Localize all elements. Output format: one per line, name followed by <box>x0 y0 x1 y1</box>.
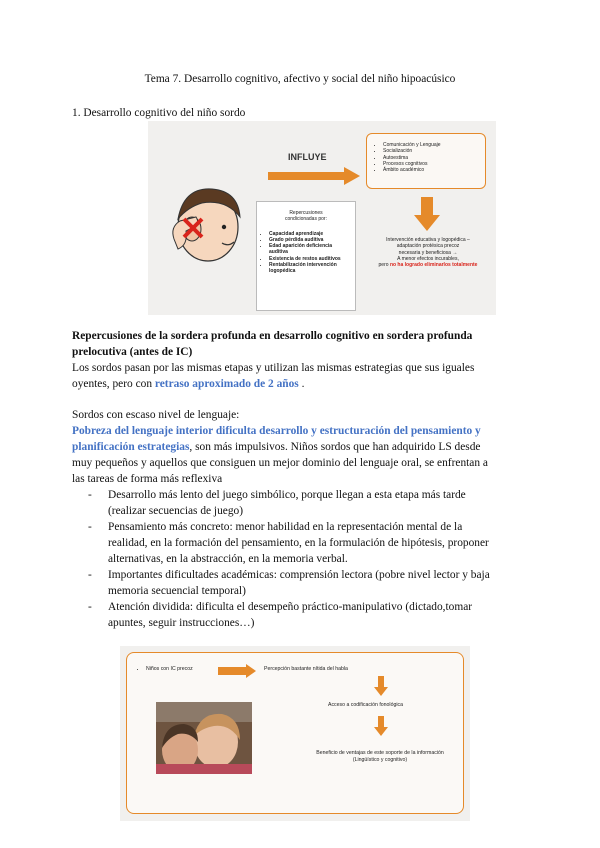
list-item-line: Importantes dificultades académicas: comprensión lectora (pobre nivel lector y baja <box>108 569 490 581</box>
list-item <box>88 519 490 567</box>
result-prefix: pero <box>378 262 389 269</box>
flow-step-2: Acceso a codificación fonológica <box>328 702 403 708</box>
effects-item: • Autoestima <box>383 155 485 161</box>
dash-marker: - <box>88 521 92 533</box>
bullet-list <box>88 487 490 631</box>
down-arrow-icon <box>374 676 388 696</box>
highlight-blue: retraso aproximado de 2 años <box>154 378 299 390</box>
text-span: oyentes, pero con <box>72 378 155 390</box>
down-arrow-icon <box>414 197 440 231</box>
result-line: necesaria y beneficiosa → <box>398 249 458 256</box>
list-item-line: Atención dividida: dificulta el desempeño práctico-manipulativo (dictado,tomar <box>108 601 473 613</box>
right-arrow-icon <box>218 664 256 678</box>
children-photo <box>156 702 252 774</box>
effects-box <box>366 133 486 189</box>
dash-marker: - <box>88 601 92 613</box>
list-item <box>88 487 490 519</box>
figure-hearing-loss-diagram <box>148 121 496 315</box>
flow-step-3-line: Beneficio de ventajas de este soporte de la información <box>316 750 444 756</box>
section-bold-heading: Repercusiones de la sordera profunda en desarrollo cognitivo en sordera profunda prelocutiva (antes de IC) <box>72 330 473 358</box>
paragraph-line: muy pequeños y aquellos que consiguen un mejor dominio del lenguaje oral, se enfrentan a <box>72 457 488 469</box>
dash-marker: - <box>88 489 92 501</box>
effects-item: • Procesos cognitivos <box>383 161 485 167</box>
paragraph-line <box>72 376 304 392</box>
list-item-line: Pensamiento más concreto: menor habilidad en la representación mental de la <box>108 521 463 533</box>
flow-start-item: • Niños con IC precoz <box>146 666 193 673</box>
result-highlight: no ha logrado eliminarlos totalmente <box>389 262 478 269</box>
result-line: Intervención educativa y logopédica – <box>386 237 470 243</box>
document-title: Tema 7. Desarrollo cognitivo, afectivo y social del niño hipoacúsico <box>144 73 456 85</box>
highlight-blue: Pobreza del lenguaje interior dificulta desarrollo y estructuración del pensamiento y <box>72 425 481 437</box>
factor-item: • Capacidad aprendizaje <box>269 231 351 237</box>
flow-step-1: Percepción bastante nítida del habla <box>264 666 348 672</box>
paragraph-line <box>72 439 480 455</box>
list-item-line: memoria secuencial temporal) <box>108 585 246 597</box>
text-span: . <box>298 378 305 390</box>
paragraph-line: Sordos con escaso nivel de lenguaje: <box>72 409 240 421</box>
down-arrow-icon <box>374 716 388 736</box>
repercusiones-box <box>256 201 356 311</box>
figure-cochlear-implant-diagram <box>120 646 470 821</box>
effects-item: • Ámbito académico <box>383 167 485 173</box>
paragraph-line: las tareas de forma más reflexiva <box>72 473 223 485</box>
text-span: , son más impulsivos. Niños sordos que han adquirido LS desde <box>189 441 481 453</box>
highlight-blue: planificación estrategias <box>72 441 190 453</box>
section-heading: 1. Desarrollo cognitivo del niño sordo <box>72 107 246 119</box>
flow-step-3-line: (Lingüístico y cognitivo) <box>352 756 408 763</box>
factor-item: • Edad aparición deficiencia auditiva <box>269 243 351 256</box>
list-item-line: realidad, en la formación del pensamiento, en la formulación de hipótesis, proponer <box>108 537 489 549</box>
list-item-line: Desarrollo más lento del juego simbólico, porque llegan a esta etapa más tarde <box>108 489 466 501</box>
factor-item: • Existencia de restos auditivos <box>269 256 351 262</box>
intervention-result <box>368 237 488 268</box>
list-item-line: (realizar secuencias de juego) <box>108 505 244 517</box>
list-item <box>88 567 490 599</box>
list-item <box>88 599 490 631</box>
influye-label: INFLUYE <box>288 152 327 162</box>
result-line: adaptación protésica precoz <box>396 243 460 250</box>
effects-item: • Comunicación y Lenguaje <box>383 142 485 148</box>
repercusiones-title: Repercusiones <box>289 210 323 216</box>
child-ear-icon <box>166 179 246 269</box>
paragraph-line: Los sordos pasan por las mismas etapas y utilizan las mismas estrategias que sus iguales <box>72 362 475 374</box>
result-line: A menor efectos incurables, <box>397 255 459 262</box>
list-item-line: alternativas, en la abstracción, en la memoria verbal. <box>108 553 348 565</box>
list-item-line: apuntes, seguir instrucciones…) <box>108 617 255 629</box>
factor-item: • Rentabilización intervención logopédica <box>269 262 351 275</box>
right-arrow-icon <box>268 167 360 185</box>
dash-marker: - <box>88 569 92 581</box>
repercusiones-subtitle: condicionadas por: <box>285 216 327 223</box>
effects-item: • Socialización <box>383 148 485 154</box>
flow-step-3 <box>292 750 468 763</box>
factor-item: • Grado pérdida auditiva <box>269 237 351 243</box>
